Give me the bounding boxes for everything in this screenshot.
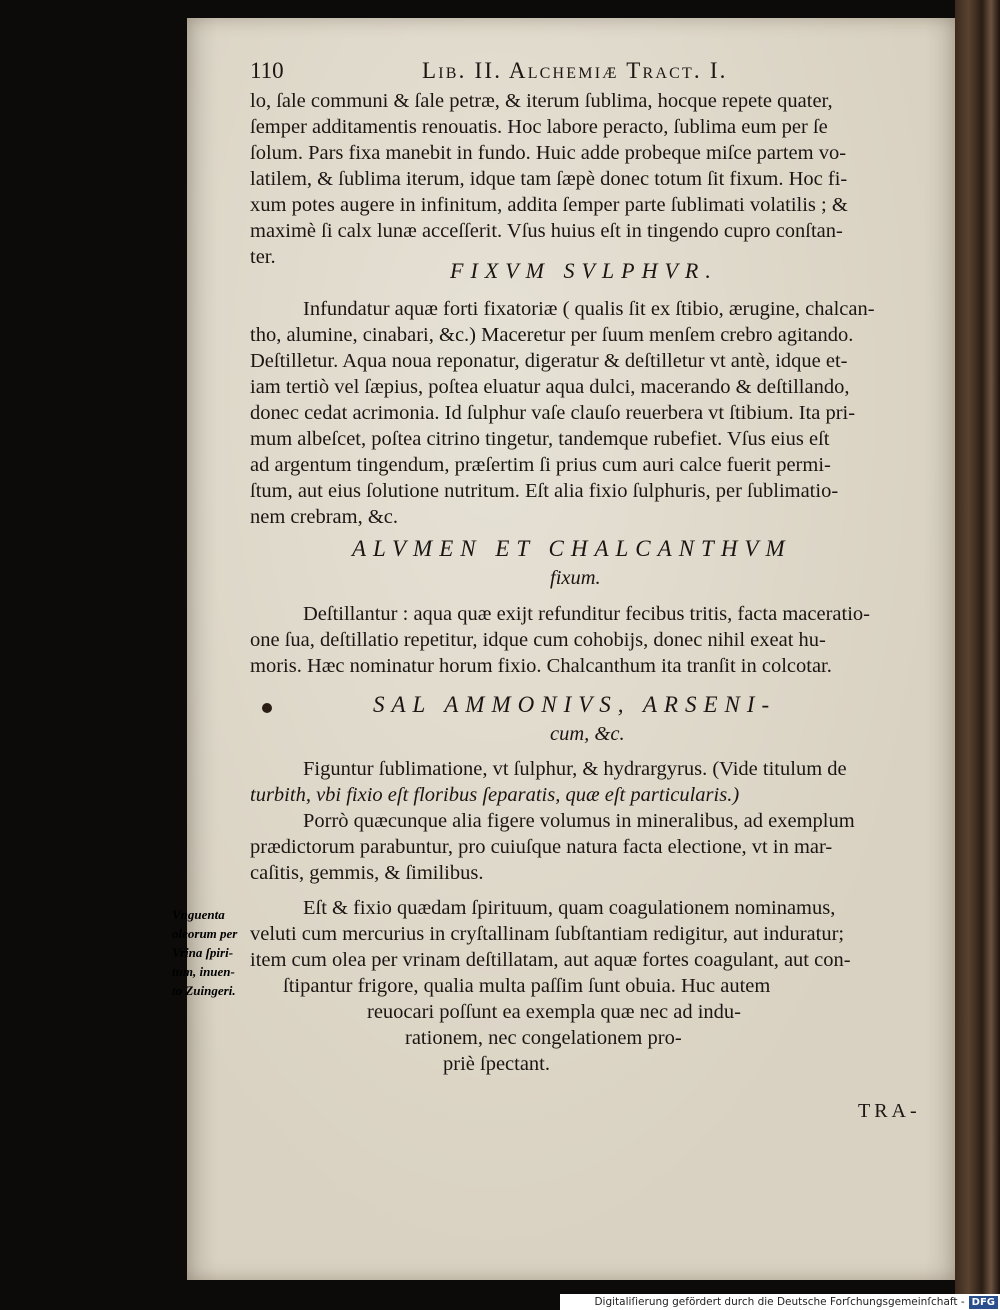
page-number: 110 [250,58,284,83]
section-title-sulphur: FIXVM SVLPHVR. [450,258,718,283]
text-line: mum albeſcet, poſtea citrino tingetur, tandemque rubefiet. Vſus eius eſt [250,428,830,450]
text-line: maximè ſi calx lunæ acceſſerit. Vſus huius eſt in tingendo cupro conſtan- [250,220,843,242]
margin-note-line: Vrina ſpiri- [172,945,234,960]
running-title: Lib. II. Alchemiæ Tract. I. [422,58,728,83]
catchword: TRA- [858,1100,921,1122]
text-line: donec cedat acrimonia. Id ſulphur vaſe clauſo reuerbera vt ſtibium. Ita pri- [250,402,856,424]
text-line: xum potes augere in infinitum, addita ſemper parte ſublimati volatilis ; & [250,194,848,216]
text-line: prædictorum parabuntur, pro cuiuſque natura facta electione, vt in mar- [250,836,833,858]
margin-note-line: oleorum per [172,926,238,941]
text-line: ad argentum tingendum, præſertim ſi prius cum auri calce fuerit permi- [250,454,831,476]
text-line: one ſua, deſtillatio repetitur, idque cum cohobijs, donec nihil exeat hu- [250,629,826,651]
text-line: reuocari poſſunt ea exempla quæ nec ad indu- [367,1001,741,1023]
section-subtitle-sal: cum, &c. [550,723,625,745]
text-line: Porrò quæcunque alia figere volumus in mineralibus, ad exemplum [303,810,855,832]
text-line: ſtipantur frigore, qualia multa paſſim ſunt obuia. Huc autem [283,975,771,997]
section-title-alumen: ALVMEN ET CHALCANTHVM [352,536,792,561]
text-line: Deſtillantur : aqua quæ exijt refunditur fecibus tritis, facta maceratio- [303,603,870,625]
text-line: ſemper additamentis renouatis. Hoc labore peracto, ſublima eum per ſe [250,116,828,138]
text-line: Deſtilletur. Aqua noua reponatur, digeratur & deſtilletur vt antè, idque et- [250,350,848,372]
margin-note-line: to Zuingeri. [172,983,236,998]
text-line: lo, ſale communi & ſale petræ, & iterum ſublima, hocque repete quater, [250,90,833,112]
text-line: Figuntur ſublimatione, vt ſulphur, & hydrargyrus. (Vide titulum de [303,758,847,780]
page-header [250,58,900,88]
text-line: iam tertiò vel ſæpius, poſtea eluatur aqua dulci, macerando & deſtillando, [250,376,850,398]
text-line: ſolum. Pars fixa manebit in fundo. Huic adde probeque miſce partem vo- [250,142,847,164]
text-line: ter. [250,246,276,268]
text-line: caſitis, gemmis, & ſimilibus. [250,862,484,884]
section-title-sal: SAL AMMONIVS, ARSENI- [373,692,777,717]
text-line: Infundatur aquæ forti fixatoriæ ( qualis ſit ex ſtibio, ærugine, chalcan- [303,298,875,320]
dfg-logo: DFG [969,1296,998,1309]
text-line: moris. Hæc nominatur horum fixio. Chalcanthum ita tranſit in colcotar. [250,655,832,677]
footer-text: Digitaliſierung gefördert durch die Deutsche Forſchungsgemeinſchaft - [594,1296,965,1308]
book-page [187,18,955,1280]
text-line: Eſt & fixio quædam ſpirituum, quam coagulationem nominamus, [303,897,836,919]
digitization-footer [560,1294,1000,1310]
text-line: veluti cum mercurius in cryſtallinam ſubſtantiam redigitur, aut induratur; [250,923,845,945]
section-subtitle-alumen: fixum. [550,567,601,589]
text-line: priè ſpectant. [443,1053,551,1075]
text-line: item cum olea per vrinam deſtillatam, aut aquæ fortes coagulant, aut con- [250,949,851,971]
text-line: nem crebram, &c. [250,506,398,528]
book-edge [955,0,1000,1295]
text-line: rationem, nec congelationem pro- [405,1027,682,1049]
text-line: latilem, & ſublima iterum, idque tam ſæpè donec totum ſit fixum. Hoc fi- [250,168,848,190]
text-line: ſtum, aut eius ſolutione nutritum. Eſt alia fixio ſulphuris, per ſublimatio- [250,480,839,502]
ink-spot [262,703,272,713]
margin-note-line: Vnguenta [172,907,225,922]
text-line: tho, alumine, cinabari, &c.) Maceretur per ſuum menſem crebro agitando. [250,324,854,346]
margin-note-line: tum, inuen- [172,964,235,979]
text-line: turbith, vbi fixio eſt floribus ſeparatis, quæ eſt particularis.) [250,784,740,806]
